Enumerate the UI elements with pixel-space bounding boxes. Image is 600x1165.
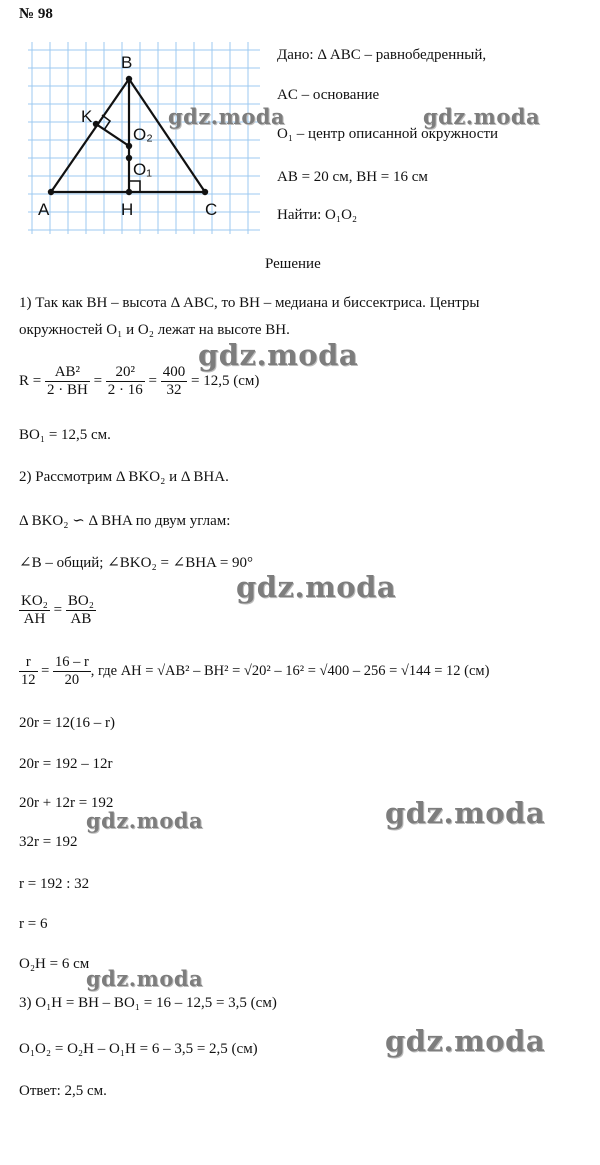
- o1o2-line: O₁O₂ = O₂H – O₁H = 6 – 3,5 = 2,5 (см): [19, 1041, 258, 1057]
- watermark: gdz.moda: [86, 808, 204, 833]
- label-b: B: [121, 53, 133, 72]
- given-line-4: AB = 20 см, BH = 16 см: [277, 169, 428, 185]
- triangle-lines: [51, 79, 205, 192]
- equation-6: r = 6: [19, 916, 48, 932]
- step2-line: 2) Рассмотрим Δ BKO₂ и Δ BHA.: [19, 469, 229, 485]
- equation-1: 20r = 12(16 – r): [19, 715, 115, 731]
- find-line: Найти: O₁O₂: [277, 207, 358, 223]
- solution-heading: Решение: [265, 256, 321, 272]
- angles-line: ∠B – общий; ∠BKO₂ = ∠BHA = 90°: [19, 555, 254, 571]
- label-o2: O₂: [133, 125, 153, 144]
- triangle-figure: [28, 42, 260, 234]
- watermark: gdz.moda: [86, 966, 204, 991]
- fraction-ab2: $\frac{\text{AB²}}{2 \cdot BH}$: [46, 364, 88, 398]
- r-lhs: R =: [19, 372, 42, 389]
- label-a: A: [38, 200, 50, 219]
- given-line-2: AC – основание: [277, 87, 380, 103]
- fraction-202: $\frac{\text{20²}}{2 \cdot 16}$: [107, 364, 143, 398]
- watermark: gdz.moda: [385, 796, 546, 830]
- watermark: gdz.moda: [423, 104, 541, 129]
- label-o1: O₁: [133, 160, 152, 179]
- watermark: gdz.moda: [198, 338, 359, 372]
- equation-3: 20r + 12r = 192: [19, 795, 114, 811]
- given-line-3: O₁ – центр описанной окружности: [277, 126, 499, 142]
- watermark: gdz.moda: [168, 104, 286, 129]
- o2h-line: O₂H = 6 см: [19, 956, 90, 972]
- problem-number: № 98: [19, 6, 53, 22]
- equation-2: 20r = 192 – 12r: [19, 756, 113, 772]
- step1-line2: окружностей O₁ и O₂ лежат на высоте BH.: [19, 322, 290, 338]
- ratio-line: $\frac{\text{KO₂}}{AH}$ = $\frac{\text{BO₂}}{AB}$: [21, 593, 94, 627]
- equation-4: 32r = 192: [19, 834, 78, 850]
- label-c: C: [205, 200, 218, 219]
- r-formula: R = $\frac{\text{AB²}}{2 \cdot BH}$ = $\frac{\text{20²}}{2 \cdot 16}$ = $\frac{400}{32}$ = 12,5 (см): [19, 364, 260, 398]
- label-k: K: [81, 107, 93, 126]
- equation-5: r = 192 : 32: [19, 876, 90, 892]
- answer-line: Ответ: 2,5 см.: [19, 1083, 107, 1099]
- given-line-1: Дано: Δ ABC – равнобедренный,: [277, 47, 487, 63]
- watermark: gdz.moda: [236, 570, 397, 604]
- label-h: H: [121, 200, 134, 219]
- fraction-400: $\frac{400}{32}$: [162, 364, 186, 398]
- ratio2-line: $\frac{r}{12}$ = $\frac{16 - r}{20}$ , где AH = √AB² – BH² = √20² – 16² = √400 – 256 = √144 = 12 (см): [21, 654, 490, 688]
- bo1-line: BO₁ = 12,5 см.: [19, 427, 111, 443]
- r-result: = 12,5 (см): [191, 372, 260, 389]
- similarity-line: Δ BKO₂ ∽ Δ BHA по двум углам:: [19, 513, 231, 529]
- step1-line1: 1) Так как BH – высота Δ ABC, то BH – медиана и биссектриса. Центры: [19, 295, 480, 311]
- step3-line: 3) O₁H = BH – BO₁ = 16 – 12,5 = 3,5 (см): [19, 995, 277, 1011]
- watermark: gdz.moda: [385, 1024, 546, 1058]
